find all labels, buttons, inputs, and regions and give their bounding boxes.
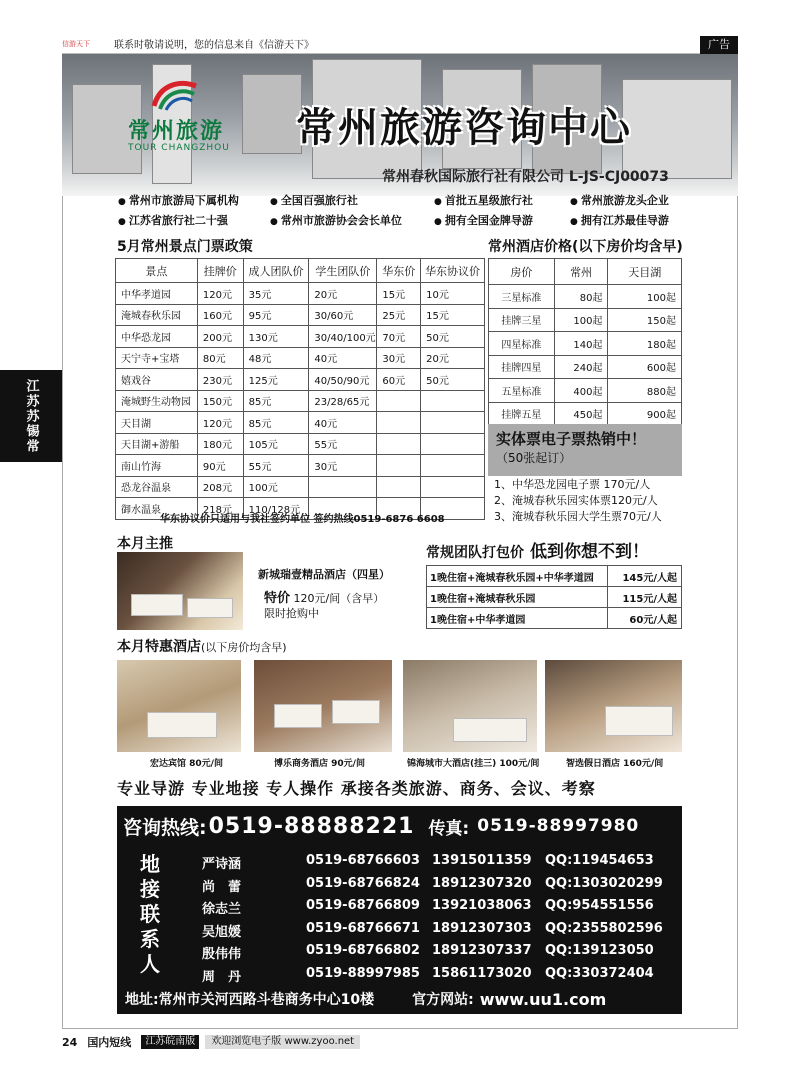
credential-item: ● 常州市旅游协会会长单位 [270, 212, 402, 228]
credential-item: ● 全国百强旅行社 [270, 192, 358, 208]
hotel-price-row [489, 285, 682, 309]
ticket-cell: 40/50/90元 [309, 369, 377, 391]
source-notice: 联系时敬请说明，您的信息来自《信游天下》 [114, 40, 314, 51]
hotel-caption: 宏达宾馆 80元/间 [150, 759, 223, 769]
hotel-column-header: 天目湖 [608, 259, 682, 285]
hotel-caption: 智选假日酒店 160元/间 [566, 759, 664, 769]
ticket-promo-item: 2、淹城春秋乐园实体票120元/人 [494, 494, 658, 507]
ticket-cell [377, 455, 421, 477]
ticket-row [116, 369, 485, 391]
hotel-photo-bole [254, 660, 392, 752]
ticket-cell [421, 412, 485, 434]
ticket-column-header: 华东价 [377, 259, 421, 283]
ticket-cell: 中华恐龙园 [116, 326, 198, 348]
ticket-cell: 中华孝道园 [116, 283, 198, 305]
contact-qq: QQ:2355802596 [545, 920, 663, 936]
ticket-row [116, 283, 485, 305]
hotel-price-cell: 880起 [608, 379, 682, 403]
ticket-cell: 55元 [243, 455, 309, 477]
ticket-cell: 淹城春秋乐园 [116, 304, 198, 326]
credential-item: ● 首批五星级旅行社 [434, 192, 533, 208]
recommend-hotel-photo [117, 552, 243, 630]
page-title: 常州旅游咨询中心 [296, 105, 632, 151]
ticket-cell: 105元 [243, 433, 309, 455]
ticket-cell: 15元 [377, 283, 421, 305]
ticket-cell [309, 476, 377, 498]
contact-phone: 0519-68766603 [306, 853, 420, 868]
contacts-title: 地接联系人 [140, 852, 160, 976]
hotel-price-cell: 140起 [554, 332, 608, 356]
hotel-price-cell: 400起 [554, 379, 608, 403]
ticket-cell: 70元 [377, 326, 421, 348]
top-notice-bar [62, 34, 738, 54]
contact-phone: 0519-68766671 [306, 920, 420, 936]
ticket-cell: 150元 [197, 390, 243, 412]
ticket-cell: 50元 [421, 326, 485, 348]
hotel-price-cell: 挂牌三星 [489, 308, 555, 332]
ticket-cell [377, 433, 421, 455]
ticket-cell: 恐龙谷温泉 [116, 476, 198, 498]
hotel-price-row [489, 308, 682, 332]
ad-label: 广告 [700, 36, 738, 54]
website-label: 官方网站: [412, 992, 474, 1008]
tour-changzhou-logo-icon [150, 76, 200, 112]
credential-item: ● 拥有全国金牌导游 [434, 212, 533, 228]
ticket-cell: 15元 [421, 304, 485, 326]
credential-item: ● 江苏省旅行社二十强 [118, 212, 228, 228]
ticket-cell: 35元 [243, 283, 309, 305]
contact-phone: 0519-88997985 [306, 965, 420, 981]
hotel-price-cell: 挂牌四星 [489, 355, 555, 379]
hotel-caption: 博乐商务酒店 90元/间 [274, 759, 365, 769]
contact-mobile: 18912307303 [432, 920, 532, 936]
ticket-cell: 40元 [309, 412, 377, 434]
ticket-cell: 天宁寺+宝塔 [116, 347, 198, 369]
contact-mobile: 18912307337 [432, 943, 532, 958]
package-heading [426, 537, 649, 562]
ticket-cell: 100元 [243, 476, 309, 498]
ticket-promo-item: 3、淹城春秋乐园大学生票70元/人 [494, 510, 662, 523]
ticket-cell: 御水温泉 [116, 498, 198, 520]
recommend-hotel-price [264, 587, 384, 606]
ticket-cell: 230元 [197, 369, 243, 391]
ticket-cell: 天目湖+游船 [116, 433, 198, 455]
ticket-cell: 90元 [197, 455, 243, 477]
ticket-row [116, 433, 485, 455]
ticket-cell: 30/60元 [309, 304, 377, 326]
ticket-cell: 80元 [197, 347, 243, 369]
ticket-cell: 125元 [243, 369, 309, 391]
page-footer [62, 1033, 392, 1051]
agreement-price-note: 华东协议价只适用与我社签约单位 签约热线0519-6876 6608 [160, 514, 445, 525]
ticket-cell: 40元 [309, 347, 377, 369]
ticket-promo-item: 1、中华恐龙园电子票 170元/人 [494, 478, 651, 491]
ticket-cell [421, 433, 485, 455]
recommend-heading: 本月主推 [117, 536, 173, 552]
ticket-cell: 208元 [197, 476, 243, 498]
recommend-hotel-name: 新城瑞壹精品酒店（四星） [258, 568, 390, 581]
contact-phone: 0519-68766824 [306, 875, 420, 891]
ticket-cell: 180元 [197, 433, 243, 455]
region-side-tab: 江苏苏锡常 [0, 370, 62, 462]
special-price-label: 特价 [264, 591, 291, 606]
service-slogan: 专业导游 专业地接 专人操作 承接各类旅游、商务、会议、考察 [117, 779, 596, 798]
package-name: 1晚住宿+淹城春秋乐园+中华孝道园 [427, 566, 608, 587]
hotel-price-row [489, 379, 682, 403]
ticket-cell: 200元 [197, 326, 243, 348]
package-row [427, 566, 682, 587]
ticket-cell: 85元 [243, 390, 309, 412]
ticket-cell: 120元 [197, 283, 243, 305]
hotel-column-header: 房价 [489, 259, 555, 285]
hotel-price-cell: 600起 [608, 355, 682, 379]
fax-number: 0519-88997980 [477, 816, 640, 836]
package-price: 115元/人起 [608, 587, 682, 608]
edition-label: 江苏皖南版 [141, 1035, 199, 1049]
contact-name: 徐志兰 [202, 902, 242, 917]
hotel-column-header: 常州 [554, 259, 608, 285]
ticket-cell: 120元 [197, 412, 243, 434]
ticket-cell: 20元 [309, 283, 377, 305]
recommend-note: 限时抢购中 [264, 607, 319, 620]
package-name: 1晚住宿+淹城春秋乐园 [427, 587, 608, 608]
ticket-column-header: 华东协议价 [421, 259, 485, 283]
hotel-price-cell: 100起 [554, 308, 608, 332]
hotel-price-table [488, 258, 682, 426]
package-heading-text: 常规团队打包价 [426, 545, 524, 561]
ticket-cell: 嬉戏谷 [116, 369, 198, 391]
ticket-cell [421, 476, 485, 498]
ticket-cell: 10元 [421, 283, 485, 305]
hotel-price-cell: 80起 [554, 285, 608, 309]
contact-name: 周 丹 [202, 969, 242, 985]
ticket-cell [421, 455, 485, 477]
address-bar [117, 984, 682, 1014]
ticket-cell: 淹城野生动物园 [116, 390, 198, 412]
ticket-column-header: 挂牌价 [197, 259, 243, 283]
package-row [427, 608, 682, 629]
ticket-cell: 85元 [243, 412, 309, 434]
ticket-promo-box [488, 424, 682, 476]
deal-hotels-heading [117, 636, 287, 656]
page-number: 24 [62, 1035, 78, 1049]
ticket-cell: 60元 [377, 369, 421, 391]
ticket-cell [377, 412, 421, 434]
credential-item: ● 拥有江苏最佳导游 [570, 212, 669, 228]
ticket-promo-list [494, 477, 662, 525]
ticket-cell: 130元 [243, 326, 309, 348]
ticket-cell: 95元 [243, 304, 309, 326]
recommend-price-value: 120元/间（含早） [293, 592, 385, 605]
ticket-row [116, 412, 485, 434]
company-name: 常州春秋国际旅行社有限公司 L-JS-CJ00073 [382, 169, 669, 185]
logo-english-text: TOUR CHANGZHOU [128, 143, 230, 153]
hotel-price-cell: 450起 [554, 402, 608, 426]
hotline-label: 咨询热线: [123, 816, 207, 839]
contact-qq: QQ:330372404 [545, 965, 654, 981]
ticket-cell: 23/28/65元 [309, 390, 377, 412]
ticket-column-header: 学生团队价 [309, 259, 377, 283]
ticket-promo-title: 实体票电子票热销中！ [496, 430, 647, 448]
ticket-row [116, 304, 485, 326]
ticket-cell: 218元 [197, 498, 243, 520]
ticket-column-header: 景点 [116, 259, 198, 283]
package-row [427, 587, 682, 608]
contact-mobile: 13915011359 [432, 853, 532, 868]
hotel-price-cell: 四星标准 [489, 332, 555, 356]
contact-mobile: 15861173020 [432, 965, 532, 981]
contact-name: 尚 蕾 [202, 879, 242, 895]
address-text: 地址:常州市关河西路斗巷商务中心10楼 [125, 992, 375, 1008]
contact-name: 吴旭媛 [202, 924, 242, 940]
contact-qq: QQ:954551556 [545, 898, 654, 913]
hotel-photo-hongda [117, 660, 241, 752]
ticket-cell [377, 390, 421, 412]
credential-item: ● 常州旅游龙头企业 [570, 192, 669, 208]
ticket-cell: 110/128元 [243, 498, 309, 520]
ticket-cell [377, 476, 421, 498]
ticket-cell: 30元 [309, 455, 377, 477]
section-name: 国内短线 [87, 1036, 132, 1049]
hotel-price-cell: 挂牌五星 [489, 402, 555, 426]
hotel-price-row [489, 402, 682, 426]
ticket-cell: 25元 [377, 304, 421, 326]
package-price: 60元/人起 [608, 608, 682, 629]
hotel-price-cell: 900起 [608, 402, 682, 426]
ticket-row [116, 347, 485, 369]
hotel-photo-holiday [545, 660, 682, 752]
hotel-caption: 锦海城市大酒店(挂三) 100元/间 [407, 759, 540, 769]
hotel-price-cell: 240起 [554, 355, 608, 379]
hotline-bar [117, 806, 682, 846]
package-price-table [426, 565, 682, 629]
package-slogan: 低到你想不到！ [530, 542, 649, 562]
contact-qq: QQ:139123050 [545, 943, 654, 958]
contact-mobile: 13921038063 [432, 898, 532, 913]
ticket-cell: 48元 [243, 347, 309, 369]
ticket-policy-heading: 5月常州景点门票政策 [117, 239, 253, 255]
contacts-panel [117, 846, 682, 984]
ticket-cell: 50元 [421, 369, 485, 391]
hotel-price-cell: 三星标准 [489, 285, 555, 309]
ticket-row [116, 390, 485, 412]
package-price: 145元/人起 [608, 566, 682, 587]
ticket-cell: 160元 [197, 304, 243, 326]
ticket-cell: 20元 [421, 347, 485, 369]
ticket-cell: 55元 [309, 433, 377, 455]
ticket-cell [421, 390, 485, 412]
publication-logo: 信游天下 [62, 39, 90, 48]
contact-mobile: 18912307320 [432, 875, 532, 891]
hotel-price-cell: 180起 [608, 332, 682, 356]
hotel-price-cell: 150起 [608, 308, 682, 332]
contact-qq: QQ:1303020299 [545, 875, 663, 891]
hotel-price-row [489, 332, 682, 356]
hotel-price-row [489, 355, 682, 379]
ticket-row [116, 455, 485, 477]
hotel-price-heading: 常州酒店价格(以下房价均含早) [488, 239, 683, 255]
deal-heading-text: 本月特惠酒店 [117, 639, 201, 655]
contact-qq: QQ:119454653 [545, 853, 654, 868]
contact-phone: 0519-68766809 [306, 898, 420, 913]
credential-item: ● 常州市旅游局下属机构 [118, 192, 239, 208]
hotel-photo-jinhai [403, 660, 537, 752]
ticket-column-header: 成人团队价 [243, 259, 309, 283]
deal-heading-sub: (以下房价均含早) [201, 641, 287, 654]
ezine-link[interactable]: 欢迎浏览电子版 www.zyoo.net [205, 1035, 360, 1049]
hotel-price-cell: 五星标准 [489, 379, 555, 403]
package-name: 1晚住宿+中华孝道园 [427, 608, 608, 629]
hotel-price-cell: 100起 [608, 285, 682, 309]
ticket-cell: 30元 [377, 347, 421, 369]
ticket-cell: 天目湖 [116, 412, 198, 434]
logo-chinese-text: 常州旅游 [128, 119, 225, 144]
contact-name: 殷伟伟 [202, 947, 242, 962]
ticket-row [116, 476, 485, 498]
website-url[interactable]: www.uu1.com [479, 989, 607, 1009]
hotline-number: 0519-88888221 [208, 813, 415, 839]
contact-phone: 0519-68766802 [306, 943, 420, 958]
ticket-row [116, 326, 485, 348]
ticket-cell: 30/40/100元 [309, 326, 377, 348]
ticket-price-table [115, 258, 485, 520]
fax-label: 传真: [428, 818, 470, 839]
ticket-cell: 南山竹海 [116, 455, 198, 477]
contact-name: 严诗涵 [202, 857, 242, 872]
ticket-promo-sub: （50张起订） [496, 451, 572, 465]
